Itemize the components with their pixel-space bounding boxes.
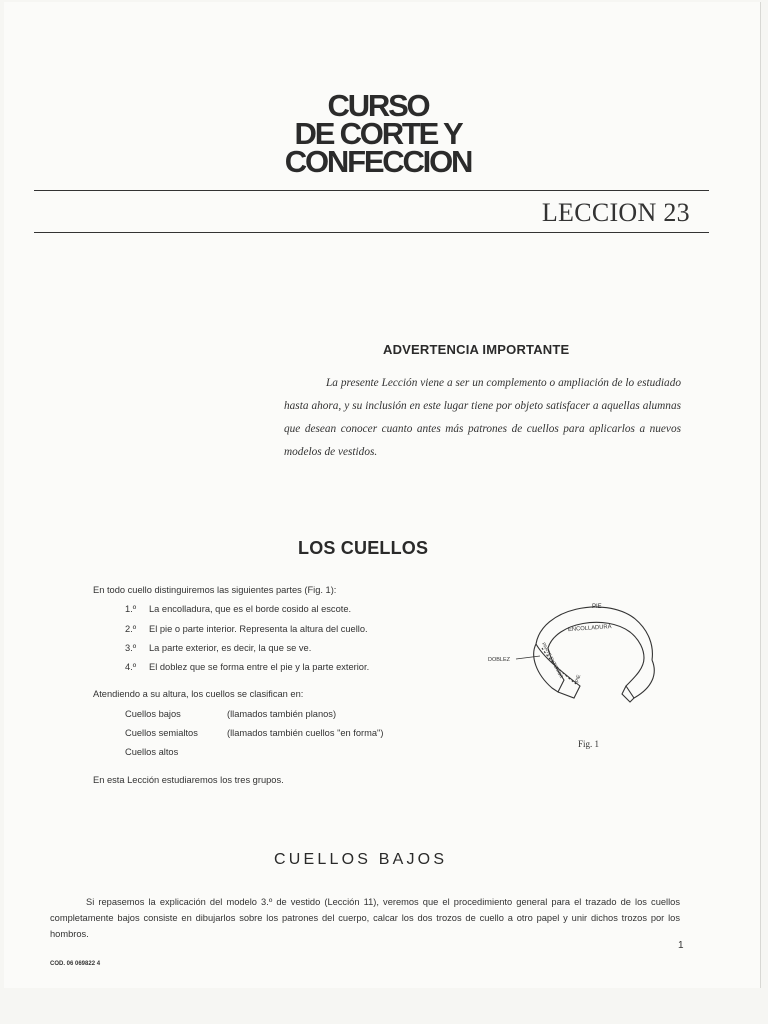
part-number-4: 4.º [125, 662, 137, 672]
course-title [230, 88, 526, 179]
part-number-2: 2.º [125, 624, 137, 634]
figure-label-doblez: DOBLEZ [488, 657, 511, 663]
page-number: 1 [678, 940, 684, 951]
cuellos-closing: En esta Lección estudiaremos los tres grupos. [93, 775, 284, 785]
collar-type-1: Cuellos bajos [125, 709, 181, 719]
collar-type-3: Cuellos altos [125, 747, 179, 757]
section-title-cuellos: LOS CUELLOS [298, 538, 429, 558]
course-title-line-1: CURSO [327, 88, 429, 123]
collar-type-1-note: (llamados también planos) [227, 709, 337, 719]
header-rule-bottom [34, 232, 709, 233]
figure-caption: Fig. 1 [578, 739, 600, 749]
figure-label-pie-side: PIE [574, 674, 583, 684]
header-rule-top [34, 190, 709, 191]
collar-type-2-note: (llamados también cuellos "en forma") [227, 728, 384, 738]
part-number-1: 1.º [125, 604, 137, 614]
section-title-cuellos-bajos: CUELLOS BAJOS [274, 851, 448, 868]
collar-type-2: Cuellos semialtos [125, 728, 198, 738]
part-text-3: La parte exterior, es decir, la que se ve. [149, 643, 312, 653]
part-text-4: El doblez que se forma entre el pie y la parte exterior. [149, 662, 370, 672]
part-number-3: 3.º [125, 643, 137, 653]
cuellos-intro: En todo cuello distinguiremos las siguientes partes (Fig. 1): [93, 585, 337, 595]
warning-text: La presente Lección viene a ser un complemento o ampliación de lo estudiado hasta ahora, y su inclusión en este lugar tiene por objeto satisfacer a aquellas alumnas que desean conocer cuanto antes más patrones de cuellos para aplicarlos a nuevos modelos de vestidos. [284, 377, 681, 458]
course-title-line-3: CONFECCION [284, 144, 472, 179]
lesson-number: LECCION 23 [541, 198, 690, 227]
figure-label-parte-exterior: PARTE EXTERIOR [541, 641, 565, 680]
part-text-2: El pie o parte interior. Representa la altura del cuello. [149, 624, 368, 634]
figure-label-pie: PIE [592, 604, 602, 610]
document-code: COD. 06 069822 4 [50, 961, 101, 967]
figure-label-encolladura: ENCOLLADURA [567, 624, 612, 634]
course-title-line-2: DE CORTE Y [294, 116, 462, 151]
cuellos-bajos-text: Si repasemos la explicación del modelo 3.º de vestido (Lección 11), veremos que el procedimiento general para el trazado de los cuellos completamente bajos consiste en dibujarlos sobre los patrones del cuerpo, calcar los dos trozos de cuello a otro papel y unir dichos trozos por los hombros. [50, 897, 680, 939]
classify-intro: Atendiendo a su altura, los cuellos se clasifican en: [93, 689, 304, 699]
warning-title: ADVERTENCIA IMPORTANTE [383, 342, 570, 357]
collar-figure [484, 588, 674, 708]
part-text-1: La encolladura, que es el borde cosido al escote. [149, 604, 352, 614]
